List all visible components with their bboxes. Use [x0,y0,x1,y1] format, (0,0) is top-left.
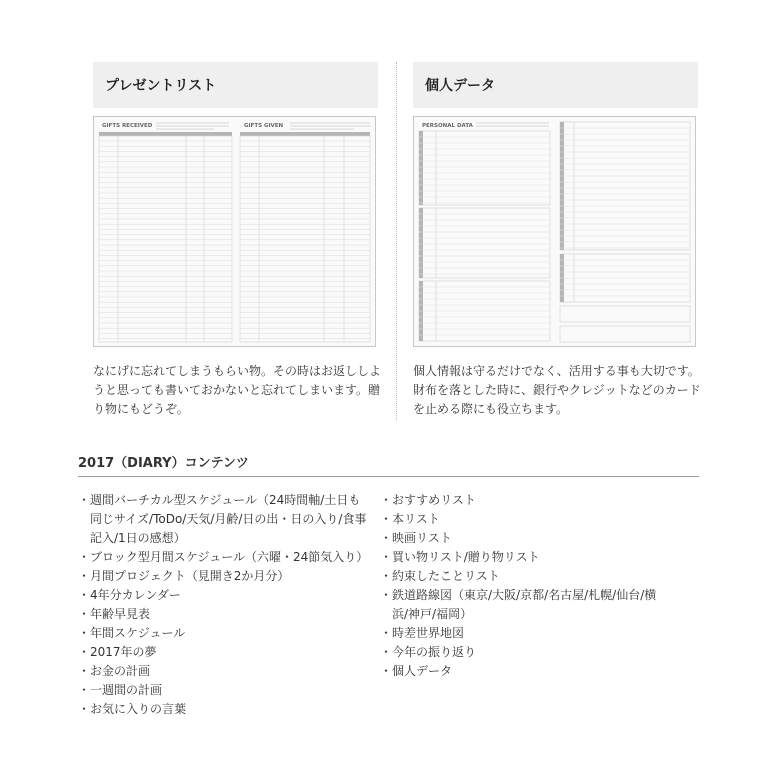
personal-data-heading: PERSONAL DATA [422,123,473,129]
list-item: ・月間プロジェクト（見開き2か月分） [78,569,290,583]
list-item: ・2017年の夢 [78,645,157,659]
gifts-received-heading: GIFTS RECEIVED [102,123,153,129]
gift-list-description: なにげに忘れてしまうもらい物。その時はお返ししようと思っても書いておかないと忘れてしまいます。贈り物にもどうぞ。 [93,364,382,416]
list-item: ・個人データ [380,664,453,678]
list-item: ・おすすめリスト [380,493,476,507]
gift-list-preview-image [93,116,376,347]
gift-list-panel [93,62,382,416]
contents-title: 2017（DIARY）コンテンツ [78,456,249,471]
list-item: ・映画リスト [380,531,452,545]
personal-data-preview-image [413,116,696,347]
contents-divider [78,476,699,477]
column-divider [396,62,397,420]
list-item: ・今年の振り返り [380,645,477,659]
list-item: ・約束したことリスト [380,569,500,583]
list-item: ・年齢早見表 [78,607,151,621]
contents-list-right [380,491,670,681]
personal-data-description: 個人情報は守るだけでなく、活用する事も大切です。財布を落とした時に、銀行やクレジットなどのカードを止める際にも役立ちます。 [413,364,701,416]
gift-list-preview-drawing [94,117,375,346]
list-item: ・一週間の計画 [78,683,163,697]
contents-list-left [78,491,368,719]
list-item: ・ブロック型月間スケジュール（六曜・24節気入り） [78,550,369,564]
list-item: ・週間バーチカル型スケジュール（24時間軸/土日も同じサイズ/ToDo/天気/月齢/日の出・日の入り/食事記入/1日の感想） [78,493,367,545]
list-item: ・4年分カレンダー [78,588,181,602]
gifts-given-heading: GIFTS GIVEN [244,123,284,129]
personal-data-panel [413,62,701,416]
list-item: ・時差世界地図 [380,626,465,640]
list-item: ・鉄道路線図（東京/大阪/京都/名古屋/札幌/仙台/横浜/神戸/福岡） [380,588,657,621]
gift-list-title: プレゼントリスト [93,62,378,108]
list-item: ・本リスト [380,512,440,526]
list-item: ・年間スケジュール [78,626,186,640]
personal-data-preview-drawing [414,117,695,346]
list-item: ・買い物リスト/贈り物リスト [380,550,540,564]
personal-data-title: 個人データ [413,62,698,108]
list-item: ・お金の計画 [78,664,151,678]
list-item: ・お気に入りの言葉 [78,702,187,716]
